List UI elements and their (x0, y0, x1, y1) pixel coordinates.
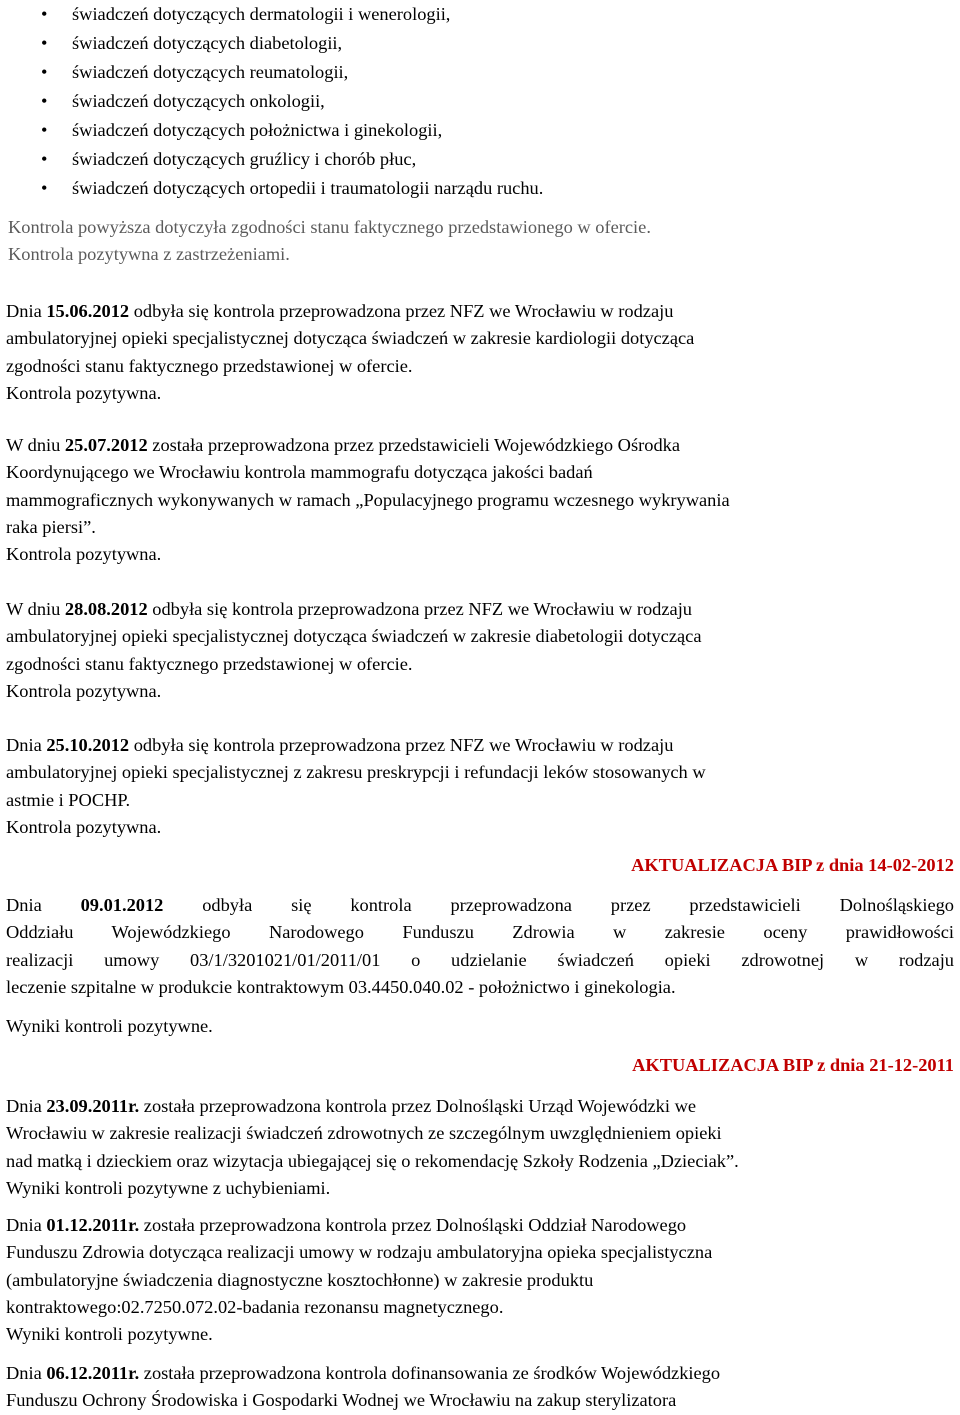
bullet-icon: • (41, 149, 48, 169)
update-heading: AKTUALIZACJA BIP z dnia 14-02-2012 (631, 855, 954, 875)
entry-date: 15.06.2012 (46, 301, 130, 321)
entry-result: Kontrola pozytywna. (6, 816, 162, 837)
list-item: • świadczeń dotyczących reumatologii, (0, 58, 543, 87)
entry-result: Wyniki kontroli pozytywne. (6, 1016, 213, 1036)
bullet-icon: • (41, 33, 48, 53)
inspection-entry: W dniu 28.08.2012 odbyła się kontrola przeprowadzona przez NFZ we Wrocławiu w rodzaju ambulatoryjnej opieki specjalistycznej dotycząca świadczeń w zakresie diabetologii dotycząca zgodności stanu faktycznego przedstawionej w ofercie. Kontrola pozytywna. (6, 596, 936, 705)
entry-result: Wyniki kontroli pozytywne z uchybieniami. (6, 1177, 331, 1198)
update-heading: AKTUALIZACJA BIP z dnia 21-12-2011 (632, 1055, 954, 1075)
inspection-entry: Dnia 09.01.2012 odbyła się kontrola przeprowadzona przez przedstawicieli Dolnośląskiego Oddziału Wojewódzkiego Narodowego Funduszu Zdrowia w zakresie oceny prawidłowości realizacji umowy 03/1/3201021/01/2011/01 o udzielanie świadczeń opieki zdrowotnej w rodzaju leczenie szpitalne w produkcie kontraktowym 03.4450.040.02 - położnictwo i ginekologia. (6, 895, 954, 997)
list-item: • świadczeń dotyczących gruźlicy i chorób płuc, (0, 145, 543, 174)
service-list (0, 0, 543, 203)
entry-date: 01.12.2011r. (46, 1215, 140, 1235)
inspection-entry: Dnia 25.10.2012 odbyła się kontrola przeprowadzona przez NFZ we Wrocławiu w rodzaju ambulatoryjnej opieki specjalistycznej z zakresu preskrypcji i refundacji leków stosowanych w astmie i POCHP. Kontrola pozytywna. (6, 732, 936, 841)
inspection-entry: Dnia 01.12.2011r. została przeprowadzona kontrola przez Dolnośląski Oddział Narodowego Funduszu Zdrowia dotycząca realizacji umowy w rodzaju ambulatoryjna opieka specjalistyczna (ambulatoryjne świadczenia diagnostyczne kosztochłonne) w zakresie produktu kontraktowego:02.7250.072.02-badania rezonansu magnetycznego. Wyniki kontroli pozytywne. (6, 1212, 936, 1348)
bullet-icon: • (41, 178, 48, 198)
entry-date: 25.07.2012 (64, 435, 148, 455)
entry-date: 28.08.2012 (64, 599, 148, 619)
bullet-icon: • (41, 4, 48, 24)
bullet-icon: • (41, 120, 48, 140)
list-item: • świadczeń dotyczących diabetologii, (0, 29, 543, 58)
entry-result: Wyniki kontroli pozytywne. (6, 1324, 213, 1345)
bullet-icon: • (41, 91, 48, 111)
inspection-entry: Dnia 23.09.2011r. została przeprowadzona kontrola przez Dolnośląski Urząd Wojewódzki we Wrocławiu w zakresie realizacji świadczeń zdrowotnych ze szczególnym uwzględnieniem opieki nad matką i dzieckiem oraz wizytacja ubiegającej się o rekomendację Szkoły Rodzenia „Dzieciak”. Wyniki kontroli pozytywne z uchybieniami. (6, 1093, 936, 1202)
entry-date: 06.12.2011r. (46, 1363, 140, 1383)
entry-date: 23.09.2011r. (46, 1096, 140, 1116)
inspection-entry: Dnia 06.12.2011r. została przeprowadzona kontrola dofinansowania ze środków Wojewódzkiego Funduszu Ochrony Środowiska i Gospodarki Wodnej we Wrocławiu na zakup sterylizatora (6, 1363, 721, 1411)
entry-result: Kontrola pozytywna. (6, 382, 162, 403)
entry-date: 25.10.2012 (46, 735, 130, 755)
list-item: • świadczeń dotyczących onkologii, (0, 87, 543, 116)
list-item: • świadczeń dotyczących położnictwa i ginekologii, (0, 116, 543, 145)
entry-result: Kontrola pozytywna. (6, 680, 162, 701)
list-item: • świadczeń dotyczących dermatologii i wenerologii, (0, 0, 543, 29)
kontrola-note: Kontrola powyższa dotyczyła zgodności stanu faktycznego przedstawionego w ofercie. Kontrola pozytywna z zastrzeżeniami. (8, 217, 651, 265)
bullet-icon: • (41, 62, 48, 82)
list-item: • świadczeń dotyczących ortopedii i traumatologii narządu ruchu. (0, 174, 543, 203)
inspection-entry: Dnia 15.06.2012 odbyła się kontrola przeprowadzona przez NFZ we Wrocławiu w rodzaju ambulatoryjnej opieki specjalistycznej dotycząca świadczeń w zakresie kardiologii dotycząca zgodności stanu faktycznego przedstawionej w ofercie. Kontrola pozytywna. (6, 298, 936, 407)
inspection-entry: W dniu 25.07.2012 została przeprowadzona przez przedstawicieli Wojewódzkiego Ośrodka Koordynującego we Wrocławiu kontrola mammografu dotycząca jakości badań mammograficznych wykonywanych w ramach „Populacyjnego programu wczesnego wykrywania raka piersi”. Kontrola pozytywna. (6, 432, 936, 568)
entry-result: Kontrola pozytywna. (6, 544, 162, 565)
entry-date: 09.01.2012 (80, 895, 164, 915)
